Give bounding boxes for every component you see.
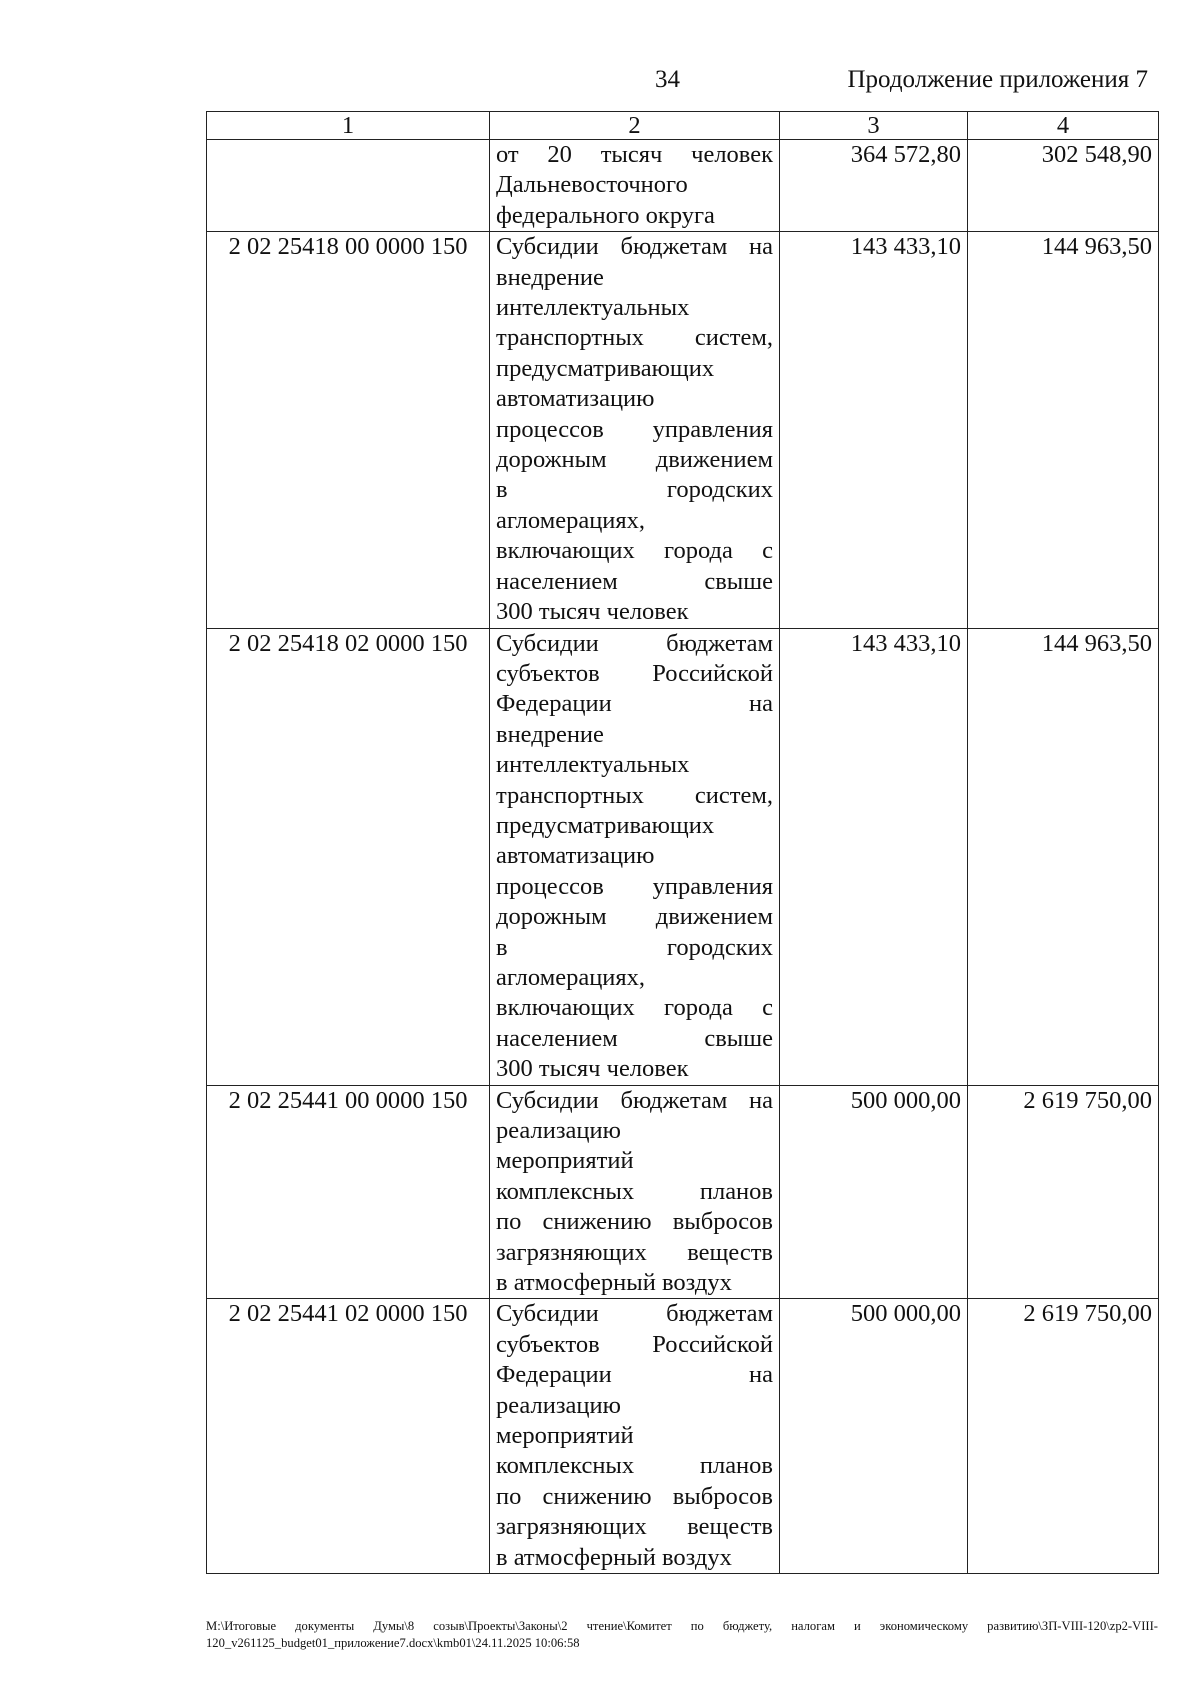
description-line: Дальневосточного — [496, 171, 688, 199]
amount-column-3: 500 000,00 — [780, 1299, 968, 1574]
description-line: субъектов Российской — [496, 659, 773, 687]
description-line: населением свыше — [496, 567, 773, 595]
description-line: загрязняющих веществ — [496, 1238, 773, 1266]
description-line: внедрение — [496, 720, 604, 748]
column-header: 1 — [207, 112, 490, 140]
amount-column-4: 302 548,90 — [968, 140, 1159, 232]
description-line: субъектов Российской — [496, 1330, 773, 1358]
description-line: дорожным движением — [496, 446, 773, 474]
table-row — [207, 628, 1159, 1085]
description-line: Федерации на — [496, 1361, 773, 1389]
description-line: реализацию — [496, 1391, 621, 1419]
amount-column-4: 144 963,50 — [968, 232, 1159, 628]
budget-code-cell — [207, 140, 490, 232]
description-line: включающих города с — [496, 537, 773, 565]
description-line: предусматривающих — [496, 811, 715, 839]
table-body — [207, 140, 1159, 1574]
description-line: транспортных систем, — [496, 781, 773, 809]
description-line: 300 тысяч человек — [496, 598, 689, 626]
description-line: реализацию — [496, 1117, 621, 1144]
description-line: мероприятий — [496, 1147, 634, 1175]
budget-code-cell: 2 02 25418 00 0000 150 — [207, 232, 490, 628]
description-line: загрязняющих веществ — [496, 1513, 773, 1541]
description-line: Субсидии бюджетам — [496, 1300, 773, 1328]
document-path-footer: M:\Итоговые документы Думы\8 созыв\Проекты\Законы\2 чтение\Комитет по бюджету, налогам и экономическому развитию\ЗП-VIII-120\zp2-VIII-120_v261125_budget01_приложение7.docx\kmb01\24.11.2025 10:06:58 — [206, 1619, 1158, 1650]
description-line: в атмосферный воздух — [496, 1543, 732, 1571]
column-header: 3 — [780, 112, 968, 140]
description-cell — [490, 1299, 780, 1574]
budget-code-cell: 2 02 25418 02 0000 150 — [207, 628, 490, 1085]
description-line: Субсидии бюджетам на — [496, 1086, 773, 1114]
description-line: 300 тысяч человек — [496, 1055, 689, 1083]
table-header-row — [207, 112, 1159, 140]
description-line: интеллектуальных — [496, 294, 690, 322]
page-number: 34 — [655, 66, 680, 93]
description-line: автоматизацию — [496, 385, 655, 413]
description-cell — [490, 628, 780, 1085]
description-line: в атмосферный воздух — [496, 1269, 732, 1297]
description-cell — [490, 232, 780, 628]
table-row — [207, 140, 1159, 232]
description-line: по снижению выбросов — [496, 1482, 773, 1510]
amount-column-3: 143 433,10 — [780, 232, 968, 628]
amount-column-4: 144 963,50 — [968, 628, 1159, 1085]
table-row — [207, 232, 1159, 628]
description-line: транспортных систем, — [496, 324, 773, 352]
description-line: агломерациях, — [496, 963, 646, 991]
description-line: агломерациях, — [496, 506, 646, 534]
amount-column-3: 143 433,10 — [780, 628, 968, 1085]
description-line: комплексных планов — [496, 1452, 773, 1480]
description-line: интеллектуальных — [496, 751, 690, 779]
table-row — [207, 1299, 1159, 1574]
description-line: предусматривающих — [496, 354, 715, 382]
description-line: федерального округа — [496, 201, 715, 229]
description-line: Федерации на — [496, 690, 773, 718]
budget-code-cell: 2 02 25441 00 0000 150 — [207, 1085, 490, 1299]
budget-table — [206, 111, 1159, 1574]
description-cell — [490, 1085, 780, 1299]
description-line: в городских — [496, 476, 773, 504]
description-line: комплексных планов — [496, 1177, 773, 1205]
description-line: в городских — [496, 933, 773, 961]
description-line: населением свыше — [496, 1024, 773, 1052]
description-line: по снижению выбросов — [496, 1208, 773, 1236]
description-line: автоматизацию — [496, 842, 655, 870]
description-line: Субсидии бюджетам на — [496, 233, 773, 261]
description-line: мероприятий — [496, 1422, 634, 1450]
description-line: включающих города с — [496, 994, 773, 1022]
description-line: процессов управления — [496, 415, 773, 443]
description-line: процессов управления — [496, 872, 773, 900]
description-line: Субсидии бюджетам — [496, 629, 773, 657]
continuation-title: Продолжение приложения 7 — [847, 66, 1148, 93]
description-cell — [490, 140, 780, 232]
description-line: внедрение — [496, 263, 604, 291]
amount-column-4: 2 619 750,00 — [968, 1085, 1159, 1299]
column-header: 4 — [968, 112, 1159, 140]
amount-column-4: 2 619 750,00 — [968, 1299, 1159, 1574]
table-row — [207, 1085, 1159, 1299]
description-line: от 20 тысяч человек — [496, 141, 773, 168]
budget-code-cell: 2 02 25441 02 0000 150 — [207, 1299, 490, 1574]
amount-column-3: 364 572,80 — [780, 140, 968, 232]
amount-column-3: 500 000,00 — [780, 1085, 968, 1299]
description-line: дорожным движением — [496, 903, 773, 931]
column-header: 2 — [490, 112, 780, 140]
